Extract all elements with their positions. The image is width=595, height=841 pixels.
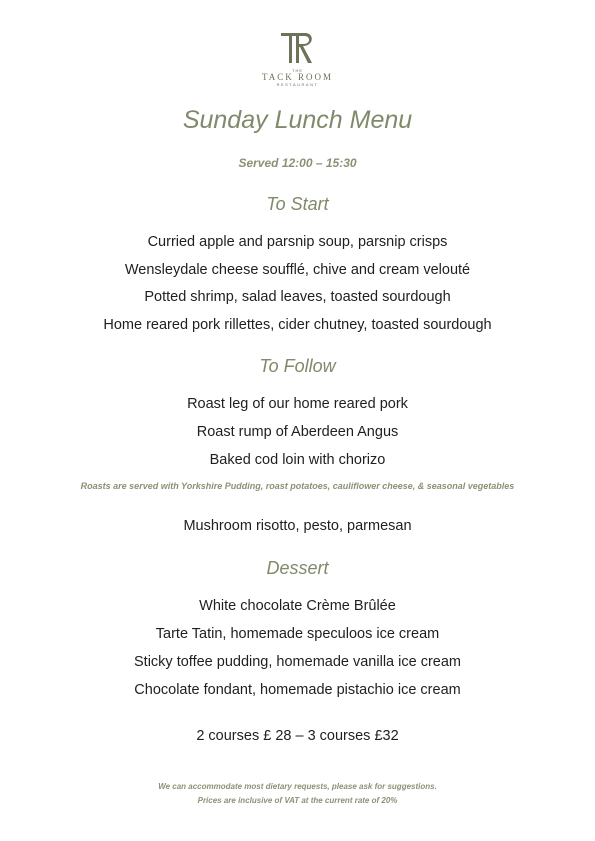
menu-item: White chocolate Crème Brûlée <box>199 598 396 614</box>
menu-item: Tarte Tatin, homemade speculoos ice cream <box>155 626 440 642</box>
logo-sub-text: RESTAURANT <box>276 82 319 87</box>
menu-title: Sunday Lunch Menu <box>182 106 413 134</box>
logo-name-text: TACK ROOM <box>261 72 334 82</box>
menu-item: Roast rump of Aberdeen Angus <box>196 424 399 440</box>
tr-monogram-icon <box>278 30 318 66</box>
restaurant-logo <box>0 30 595 92</box>
menu-item: Baked cod loin with chorizo <box>209 452 386 468</box>
menu-item: Curried apple and parsnip soup, parsnip crisps <box>147 234 448 250</box>
section-heading-start: To Start <box>266 194 329 214</box>
menu-item: Chocolate fondant, homemade pistachio ice cream <box>134 682 461 698</box>
served-times: Served 12:00 – 15:30 <box>238 156 357 170</box>
logo-the-text: THE <box>292 68 303 73</box>
menu-item: Roast leg of our home reared pork <box>187 396 408 412</box>
section-heading-follow: To Follow <box>259 356 336 376</box>
menu-item: Potted shrimp, salad leaves, toasted sourdough <box>144 289 451 305</box>
menu-item: Mushroom risotto, pesto, parmesan <box>183 518 412 534</box>
vat-note: Prices are inclusive of VAT at the current rate of 20% <box>197 796 398 805</box>
menu-item: Sticky toffee pudding, homemade vanilla ice cream <box>134 654 461 670</box>
section-heading-dessert: Dessert <box>266 558 329 578</box>
course-pricing: 2 courses £ 28 – 3 courses £32 <box>196 728 399 744</box>
roasts-note: Roasts are served with Yorkshire Pudding, roast potatoes, cauliflower cheese, & seasonal vegetables <box>80 481 515 491</box>
menu-item: Home reared pork rillettes, cider chutney, toasted sourdough <box>103 317 492 333</box>
dietary-note: We can accommodate most dietary requests, please ask for suggestions. <box>158 782 437 791</box>
menu-item: Wensleydale cheese soufflé, chive and cream velouté <box>124 262 471 278</box>
